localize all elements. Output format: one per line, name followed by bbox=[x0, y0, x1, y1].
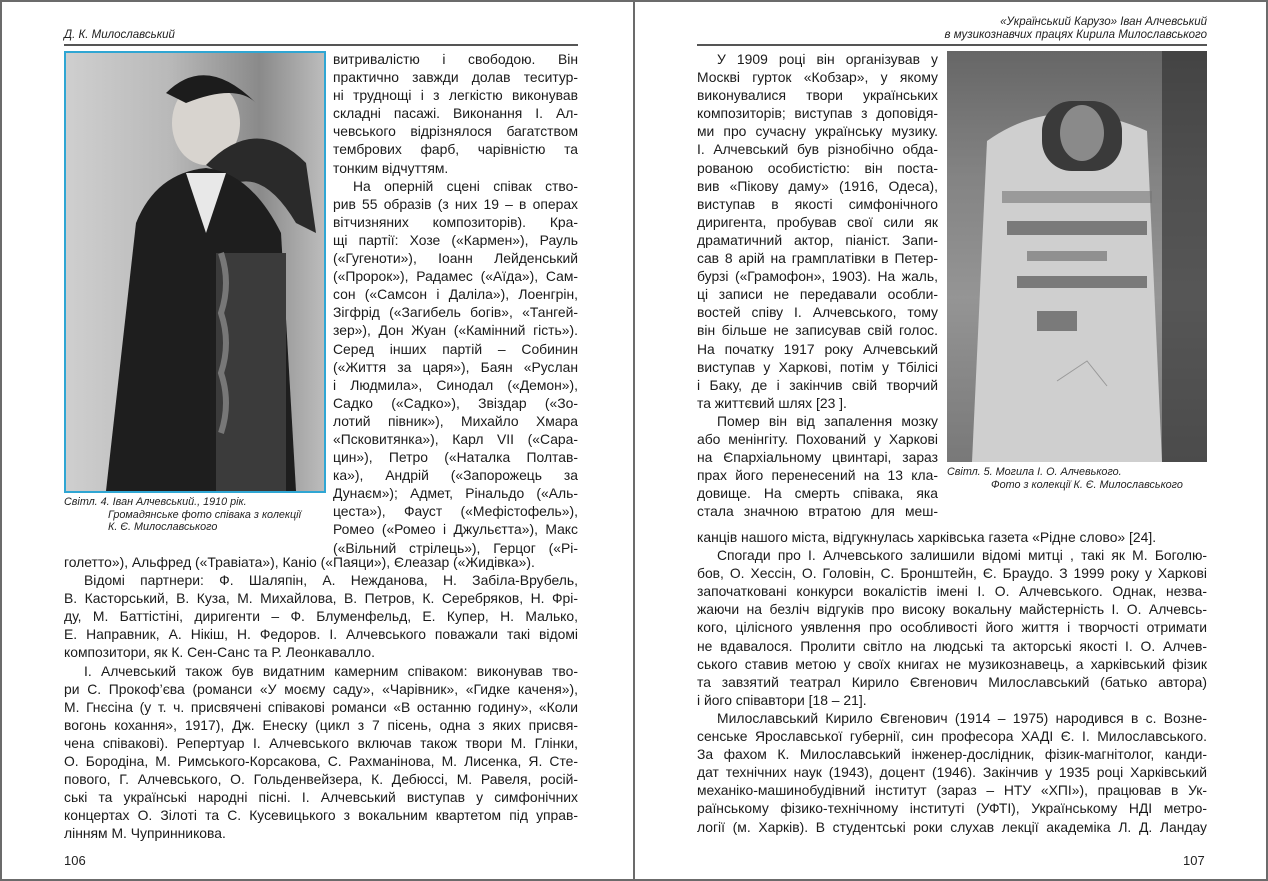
right-page bbox=[635, 2, 1266, 879]
text-line: Садко («Садко»), Звіздар («Зо- bbox=[333, 394, 578, 411]
text-line: жаючи на безліч відгуків про високу вокальну майстерність І. О. Алчевсь- bbox=[697, 601, 1207, 618]
text-line: виступав у Харкові, потім у Тбілісі bbox=[697, 358, 938, 375]
text-line: композитори, як К. Сен-Санс та Р. Леонкавалло. bbox=[64, 644, 375, 661]
text-line: стала значною втратою для меш- bbox=[697, 503, 938, 520]
text-line: виступав в якості симфонічного bbox=[697, 195, 938, 212]
text-line: складні пасажі. Виконання І. Ал- bbox=[333, 105, 578, 122]
text-line: диригента, пробував свої сили як bbox=[697, 213, 938, 230]
text-line: вітчизняних композиторів). Кра- bbox=[333, 213, 578, 230]
text-body bbox=[64, 553, 578, 843]
text-line: вив «Пікову даму» (1916, Одеса), bbox=[697, 177, 938, 194]
text-line: («Пророк»), Радамес («Аїда»), Сам- bbox=[333, 268, 578, 285]
text-line: започатковані конкурси вокалістів імені І. О. Алчевського. Однак, незва- bbox=[697, 583, 1207, 600]
text-column bbox=[333, 50, 578, 557]
text-line: витривалістю і свободою. Він bbox=[333, 51, 578, 67]
text-line: За фахом К. Милославський інженер-дослідник, фізик-магнітолог, канди- bbox=[697, 746, 1207, 763]
text-line: вогонь кохання», 1917), Дж. Енеску (цикл з 7 пісень, одна з яких присвя- bbox=[64, 716, 578, 733]
page-number: 106 bbox=[64, 853, 86, 868]
text-line: він більше не записував свій голос. bbox=[697, 322, 938, 339]
text-line: канців нашого міста, відгукнулась харківська газета «Рідне слово» [24]. bbox=[697, 529, 1157, 545]
text-line: не вдавалося. Пролити світло на людські та акторські якості І. О. Алчев- bbox=[697, 637, 1207, 654]
text-line: Москві гурток «Кобзар», у якому bbox=[697, 69, 938, 86]
grave-monument bbox=[947, 51, 1207, 462]
text-line: на Єпархіальному цвинтарі, зараз bbox=[697, 449, 938, 466]
text-line: Зігфрід («Загибель богів», «Тангей- bbox=[333, 304, 578, 321]
text-line: тембрових фарб, чарівністю та bbox=[333, 141, 578, 158]
running-head-left: Д. К. Милославський bbox=[64, 29, 175, 41]
caption-line: Громадянське фото співака з колекції bbox=[108, 508, 301, 521]
header-rule bbox=[697, 44, 1207, 46]
text-line: драматичний актор, піаніст. Запи- bbox=[697, 231, 938, 248]
text-line: На оперній сцені співак ство- bbox=[353, 177, 578, 194]
text-line: і Людмила», Синодал («Демон»), bbox=[333, 376, 578, 393]
text-line: Дунаєм»); Адмет, Рінальдо («Аль- bbox=[333, 485, 578, 502]
text-line: механіко-машинобудівний інститут (зараз – НТУ «ХПІ»), працював в Ук- bbox=[697, 782, 1207, 799]
caption-line: Світл. 4. Іван Алчевський., 1910 рік. bbox=[64, 496, 247, 508]
text-line: голетто»), Альфред («Травіата»), Каніо («Паяци»), Єлеазар («Жидівка»). bbox=[64, 554, 535, 570]
text-line: Е. Направник, А. Нікіш, Н. Федоров. І. Алчевського поважали такі відомі bbox=[64, 626, 578, 643]
text-line: цин»), Петро («Наталка Полтав- bbox=[333, 449, 578, 466]
text-line: сенське Ярославської губернії, син професора ХАДІ Є. І. Милославського. bbox=[697, 728, 1207, 745]
text-line: чена співакові). Репертуар І. Алчевського включав також твори М. Глінки, bbox=[64, 734, 578, 751]
photo-caption-left bbox=[64, 496, 301, 534]
text-line: ри С. Прокоф’єва (романси «У моєму саду», «Чарівник», «Гидке каченя»), bbox=[64, 680, 578, 697]
text-line: концертах О. Зілоті та С. Кусевицького з вокальним квартетом під управ- bbox=[64, 807, 578, 824]
text-line: («Гугеноти»), Іоанн Лейденський bbox=[333, 250, 578, 267]
caption-line: К. Є. Милославського bbox=[108, 521, 218, 533]
text-line: ці записи не передавали особли- bbox=[697, 286, 938, 303]
text-line: востей співу І. Алчевського, тому bbox=[697, 304, 938, 321]
text-line: На початку 1917 року Алчевський bbox=[697, 340, 938, 357]
text-line: лінням М. Чупринникова. bbox=[64, 825, 226, 842]
text-line: ські та українські народні пісні. І. Алчевський виступав у симфонічних bbox=[64, 789, 578, 806]
text-line: Помер він від запалення мозку bbox=[717, 412, 938, 429]
text-line: кого, цілісного уявлення про особливості його життя і творчості отримати bbox=[697, 619, 1207, 636]
text-line: зер»), Дон Жуан («Камінний гість»). bbox=[333, 322, 578, 339]
text-line: чевського відрізнялося багатством bbox=[333, 123, 578, 140]
portrait-photo bbox=[64, 51, 326, 493]
caption-line: Світл. 5. Могила І. О. Алчевького. bbox=[947, 466, 1122, 478]
text-line: цеста»), Фауст («Мефістофель»), bbox=[333, 503, 578, 520]
text-line: У 1909 році він організував у bbox=[717, 51, 938, 67]
portrait-figure bbox=[66, 53, 324, 491]
caption-line: Фото з колекції К. Є. Милославського bbox=[991, 478, 1183, 491]
text-column bbox=[697, 50, 938, 520]
text-line: логії (м. Харків). В студентські роки слухав лекції академіка Л. Д. Ландау bbox=[697, 818, 1207, 835]
running-head-line: в музикознавчих працях Кирила Милославського bbox=[944, 29, 1207, 41]
text-line: і Баку, де і закінчив свій творчий bbox=[697, 376, 938, 393]
text-line: ка»), Андрій («Запорожець за bbox=[333, 467, 578, 484]
text-line: Спогади про І. Алчевського залишили відомі митці , такі як М. Боголю- bbox=[717, 547, 1207, 564]
text-line: довище. На смерть співака, яка bbox=[697, 485, 938, 502]
text-line: Ромео («Ромео і Джульєтта»), Макс bbox=[333, 521, 578, 538]
header-rule bbox=[64, 44, 578, 46]
text-body bbox=[697, 528, 1207, 836]
text-line: ду, М. Баттістіні, диригенти – Ф. Блуменфельд, Е. Купер, Н. Малько, bbox=[64, 608, 578, 625]
text-line: бурзі («Грамофон», 1903). На жаль, bbox=[697, 268, 938, 285]
text-line: І. Алчевський також був видатним камерним співаком: виконував тво- bbox=[84, 662, 578, 679]
text-line: сон («Самсон і Даліла»), Лоенгрін, bbox=[333, 286, 578, 303]
text-line: сав 8 арій на грамплатівки в Петер- bbox=[697, 250, 938, 267]
text-line: В. Касторський, В. Куза, М. Михайлова, В. Петров, К. Серебряков, Н. Фрі- bbox=[64, 590, 578, 607]
running-head-line: «Український Карузо» Іван Алчевський bbox=[1000, 16, 1207, 28]
page-number: 107 bbox=[1183, 853, 1205, 868]
text-line: та життєвий шлях [23 ]. bbox=[697, 394, 847, 411]
text-line: рованою особистістю: він поста- bbox=[697, 159, 938, 176]
text-line: виконувалися твори українських bbox=[697, 87, 938, 104]
text-line: щі партії: Хозе («Кармен»), Рауль bbox=[333, 231, 578, 248]
running-head-right bbox=[945, 16, 1207, 42]
text-line: («Життя за царя»), Баян «Руслан bbox=[333, 358, 578, 375]
text-line: тонким відчуттям. bbox=[333, 159, 449, 176]
left-page bbox=[2, 2, 633, 879]
text-line: практично завжди долав теситур- bbox=[333, 69, 578, 86]
text-line: і його співавтори [18 – 21]. bbox=[697, 691, 867, 708]
text-line: Милославський Кирило Євгенович (1914 – 1975) народився в с. Возне- bbox=[717, 709, 1207, 726]
text-line: раїнському фізико-технічному інституті (УФТІ), Українському НДІ метро- bbox=[697, 800, 1207, 817]
text-line: О. Бородіна, М. Римського-Корсакова, С. Рахманінова, М. Лисенка, Я. Сте- bbox=[64, 753, 578, 770]
text-line: «Псковитянка»), Карл VII («Сара- bbox=[333, 430, 578, 447]
text-line: бов, О. Хессін, О. Головін, С. Бронштейн, Є. Браудо. З 1999 року у Харкові bbox=[697, 565, 1207, 582]
text-line: («Вільний стрілець»), Герцог («Рі- bbox=[333, 539, 578, 556]
text-line: прах його перенесений на 13 кла- bbox=[697, 467, 938, 484]
text-line: Серед інших партій – Собинин bbox=[333, 340, 578, 357]
text-line: ського ставив метою у своїх книгах не музикознавець, а харківський фізик bbox=[697, 655, 1207, 672]
text-line: рив 55 образів (з них 19 – в операх bbox=[333, 195, 578, 212]
text-line: ми про сучасну українську музику. bbox=[697, 123, 938, 140]
text-line: Відомі партнери: Ф. Шаляпін, А. Нежданова, Н. Забіла-Врубель, bbox=[84, 572, 578, 589]
text-line: ні труднощі і з легкістю виконував bbox=[333, 87, 578, 104]
text-line: та завзятий театрал Кирило Євгенович Милославський (батько автора) bbox=[697, 673, 1207, 690]
text-line: дат технічних наук (1943), доцент (1946). Закінчив у 1935 році Харківський bbox=[697, 764, 1207, 781]
text-line: М. Гнєсіна (у т. ч. присвячені співакові романси «В останню годину», «Коли bbox=[64, 698, 578, 715]
grave-photo bbox=[947, 51, 1207, 462]
text-line: пового, Г. Алчевського, О. Гольденвейзера, К. Дебюссі, М. Равеля, росій- bbox=[64, 771, 578, 788]
text-line: І. Алчевський був різнобічно обда- bbox=[697, 141, 938, 158]
photo-caption-right bbox=[947, 466, 1183, 491]
text-line: композиторів; виступав з доповідя- bbox=[697, 105, 938, 122]
text-line: або менінгіту. Похований у Харкові bbox=[697, 430, 938, 447]
text-line: лотий півник»), Михайло Хмара bbox=[333, 412, 578, 429]
